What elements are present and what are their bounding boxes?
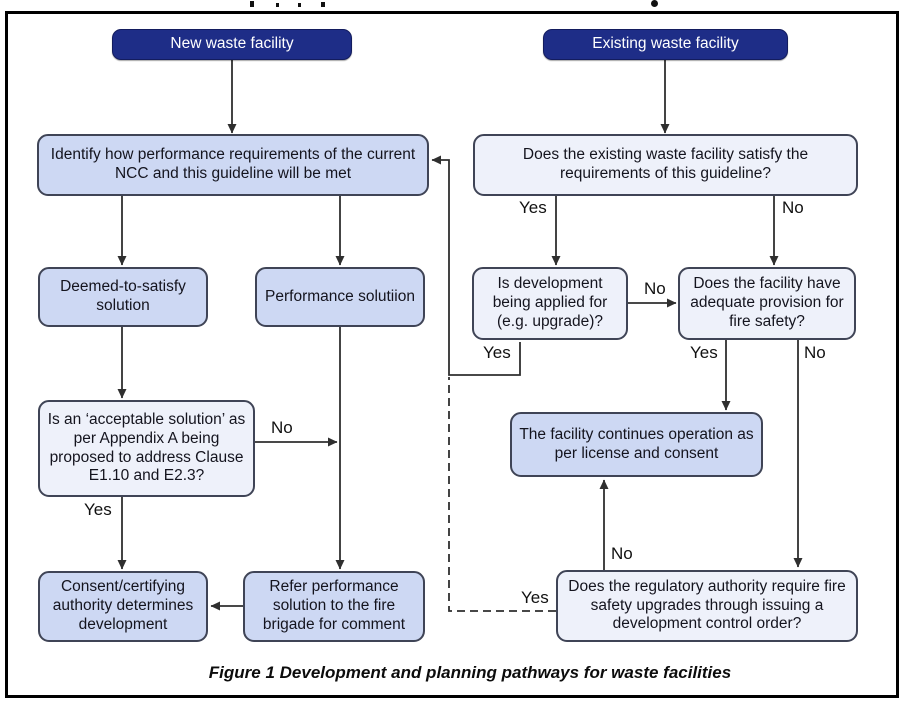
label-existing-yes: Yes [519,198,547,217]
label-regulatory-yes: Yes [521,588,549,607]
label-acceptable-no: No [271,418,293,437]
text-remnant [651,0,658,7]
label-regulatory-no: No [611,544,633,563]
node-acceptable-solution-question: Is an ‘acceptable solution’ as per Appendix A being proposed to address Clause E1.10 and E2.3? [38,400,255,497]
node-performance-solution: Performance solutiion [255,267,425,327]
label-dev-applied-no: No [644,279,666,298]
node-identify-requirements: Identify how performance requirements of the current NCC and this guideline will be met [37,134,429,196]
node-existing-waste-facility: Existing waste facility [543,29,788,60]
figure-caption: Figure 1 Development and planning pathways for waste facilities [208,663,732,682]
text-remnant [276,3,279,7]
node-development-applied-question: Is development being applied for (e.g. upgrade)? [472,267,628,340]
text-remnant [321,2,325,7]
node-regulatory-authority-question: Does the regulatory authority require fire safety upgrades through issuing a development control order? [556,570,858,642]
label-adequate-no: No [804,343,826,362]
node-new-waste-facility: New waste facility [112,29,352,60]
node-deemed-to-satisfy: Deemed-to-satisfy solution [38,267,208,327]
label-acceptable-yes: Yes [84,500,112,519]
node-refer-fire-brigade: Refer performance solution to the fire brigade for comment [243,571,425,642]
node-facility-continues: The facility continues operation as per license and consent [510,412,763,477]
text-remnant [298,3,301,7]
node-existing-satisfy-question: Does the existing waste facility satisfy the requirements of this guideline? [473,134,858,196]
text-remnant [250,1,254,7]
node-consent-authority: Consent/certifying authority determines development [38,571,208,642]
node-adequate-fire-safety-question: Does the facility have adequate provision for fire safety? [678,267,856,340]
label-existing-no: No [782,198,804,217]
label-adequate-yes: Yes [690,343,718,362]
label-dev-applied-yes: Yes [483,343,511,362]
